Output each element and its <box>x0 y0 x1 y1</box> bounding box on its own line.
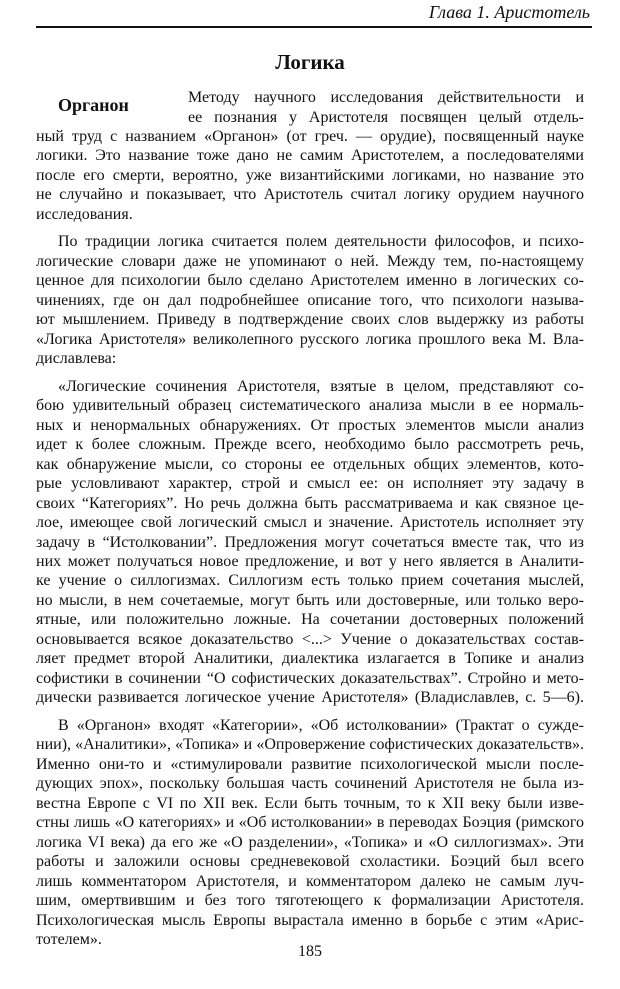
text-line: В «Органон» входят «Категории», «Об истолковании» (Трактат о сужде- <box>58 716 584 734</box>
text-line: не случайно и показывает, что Аристотель считал логику орудием научного <box>36 186 584 204</box>
page-number: 185 <box>298 943 322 960</box>
text-line: идет к более сложным. Прежде всего, необходимо было рассмотреть речь, <box>36 436 584 454</box>
text-line: лишь комментатором Аристотеля, и комментатором далеко не самым луч- <box>36 872 584 890</box>
text-line: шим, омертвившим и без того тяготеющего к формализации Аристотеля. <box>36 892 584 909</box>
text-line: нии), «Аналитики», «Топика» и «Опровержение софистических доказательств». <box>36 736 584 754</box>
text-line: тотелем». <box>36 931 102 948</box>
text-line: софистики в сочинении “О софистических доказательствах”. Стройно и мето- <box>36 669 584 687</box>
text-line: но мысли, в нем сочетаемые, могут быть или достоверные, или только веро- <box>36 591 584 609</box>
text-line: них может получаться новое предложение, и вот у него является в Аналити- <box>36 553 584 570</box>
text-line: дующих эпох», поскольку большая часть сочинений Аристотеля не была из- <box>36 775 584 793</box>
subsection-heading: Органон <box>58 95 129 115</box>
section-title: Логика <box>275 50 345 74</box>
text-line: логики. Это название тоже дано не самим Аристотелем, а последователями <box>36 147 584 165</box>
text-line: чинениях, где он дал подробнейшее описание того, что психологи называ- <box>36 291 584 309</box>
text-line: основывается всякое доказательство <...> Учение о доказательствах состав- <box>36 630 584 648</box>
text-line: работы и заложили основы средневековой схоластики. Боэций был всего <box>36 853 584 871</box>
text-line: ляет предмет второй Аналитики, диалектика излагается в Топике и анализ <box>36 650 584 668</box>
text-line: ных и ненормальных обнаружениях. От простых элементов мысли анализ <box>36 416 584 434</box>
text-line: логика VI века) да его же «О разделении», «Топика» и «О силлогизмах». Эти <box>36 833 584 851</box>
text-line: ценное для психологии было сделано Аристотелем именно в логических со- <box>36 272 584 290</box>
text-line: ный труд с названием «Органон» (от греч. — орудие), посвященный науке <box>36 128 584 145</box>
text-line: логические словари даже не упоминают о ней. Между тем, по-настоящему <box>36 252 584 270</box>
text-line: задачу в “Истолковании”. Предложения могут сочетаться вместе так, что из <box>36 533 584 551</box>
text-line: бою удивительный образец систематического анализа мысли в ее нормаль- <box>36 397 584 415</box>
text-line: диславлева: <box>36 350 117 368</box>
chapter-header-text: Глава 1. Аристотель <box>428 2 590 22</box>
text-line: Психологическая мысль Европы вырастала именно в борьбе с этим «Арис- <box>36 911 584 929</box>
text-line: «Логика Аристотеля» великолепного русского логика прошлого века М. Вла- <box>36 330 584 348</box>
text-line: исследования. <box>36 205 133 223</box>
text-line: после его смерти, вероятно, уже византийскими логиками, но название это <box>36 166 584 184</box>
text-line: лое, имеющее свой логический смысл и значение. Аристотель исполняет эту <box>36 514 584 531</box>
header-rule <box>36 26 592 28</box>
text-line: Методу научного исследования действительности и <box>188 89 584 106</box>
text-line: «Логические сочинения Аристотеля, взятые в целом, представляют со- <box>58 377 584 395</box>
text-line: Именно они-то и «стимулировали развитие психологической мысли после- <box>36 755 584 773</box>
text-line: По традиции логика считается полем деятельности философов, и психо- <box>58 233 584 251</box>
text-line: вестна Европе с VI по XII век. Если быть точным, то к XII веку были изве- <box>36 794 584 812</box>
text-line: рые условливают характер, строй и смысл ее: он исполняет эту задачу в <box>36 475 584 492</box>
text-line: своих “Категориях”. Но речь должна быть рассматриваема и как связное це- <box>36 494 584 512</box>
text-line: ке учение о силлогизмах. Силлогизм есть только прием сочетания мыслей, <box>36 572 584 590</box>
text-line: дически развивается логическое учение Аристотеля» (Владиславлев, с. 5—6). <box>36 689 584 707</box>
text-line: стны лишь «О категориях» и «Об истолковании» в переводах Боэция (римского <box>36 814 584 832</box>
text-line: ют мышлением. Приведу в подтверждение своих слов выдержку из работы <box>36 311 584 329</box>
text-line: ее познания у Аристотеля посвящен целый отдель- <box>188 108 584 126</box>
text-line: ятные, или положительно ложные. На сочетании достоверных положений <box>36 611 584 629</box>
text-line: как обнаружение мысли, со стороны ее отдельных общих элементов, кото- <box>36 455 584 473</box>
running-header <box>0 0 620 26</box>
